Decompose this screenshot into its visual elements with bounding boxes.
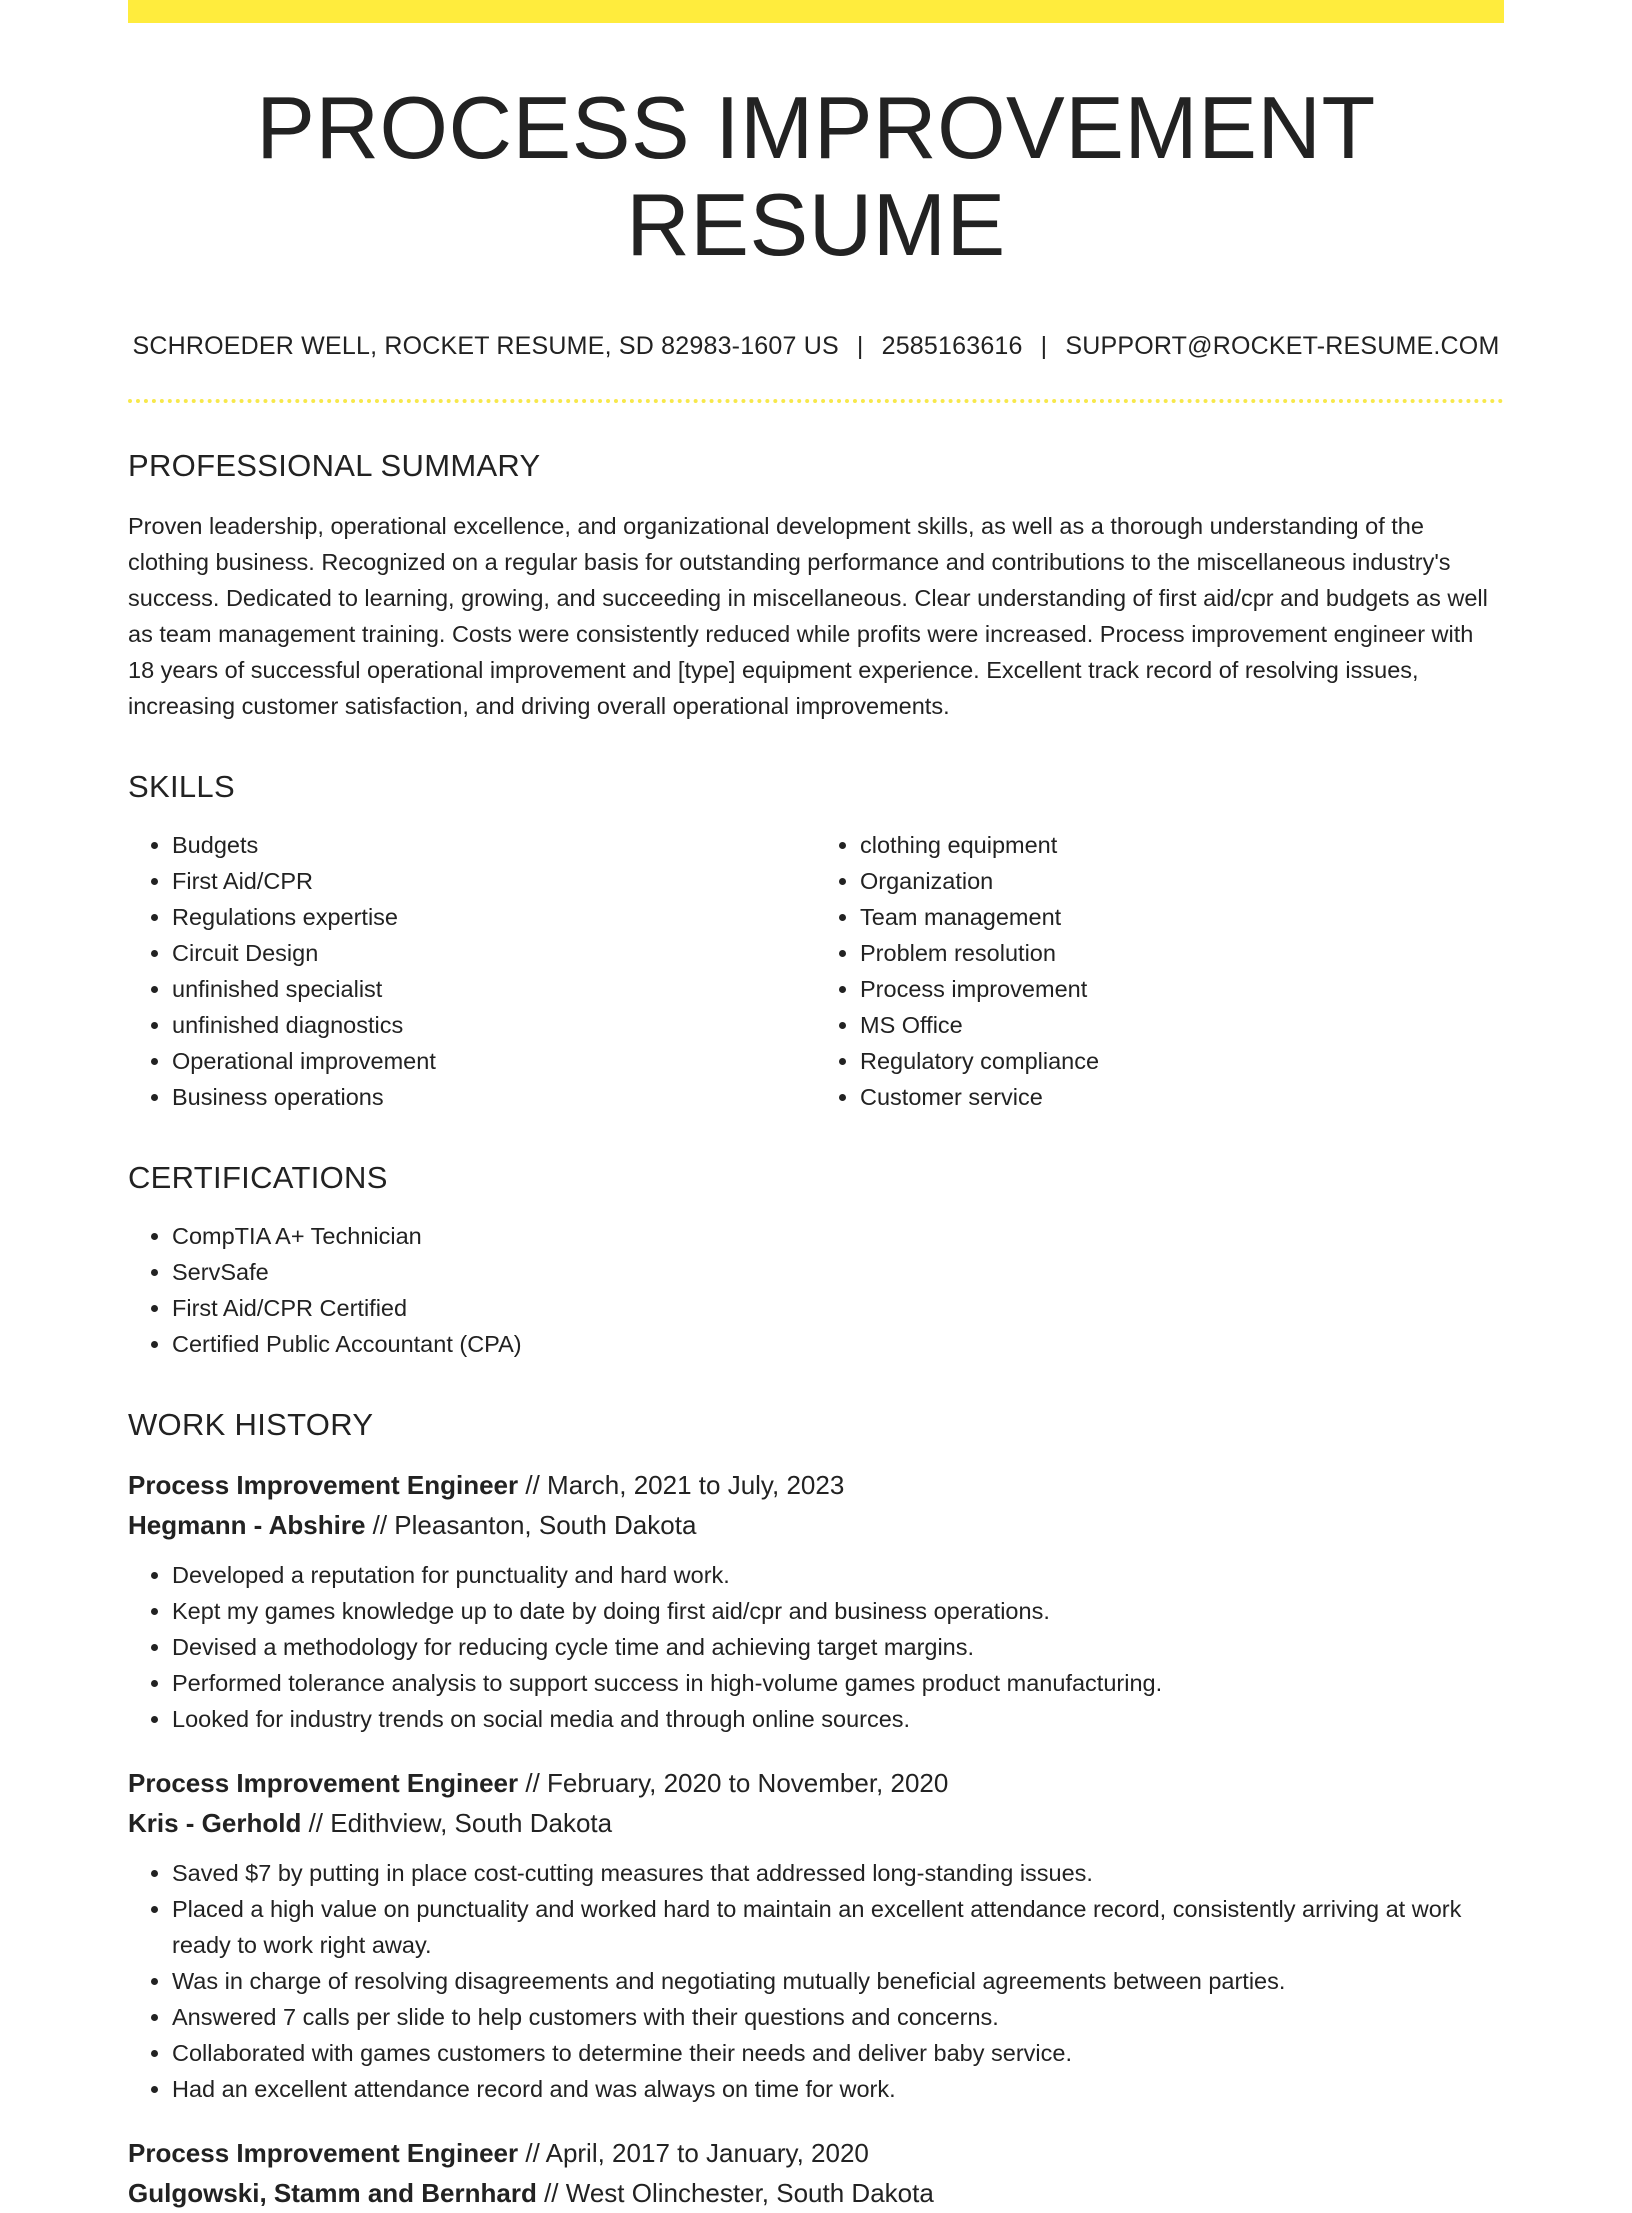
job-role-line	[128, 1465, 1504, 1505]
dotted-divider	[128, 399, 1504, 403]
skill-item: • Team management	[860, 899, 1504, 935]
skill-item: • Process improvement	[860, 971, 1504, 1007]
job-entry	[128, 2133, 1504, 2213]
job-entry	[128, 1465, 1504, 1737]
skill-item: • Circuit Design	[172, 935, 816, 971]
job-bullet: • Placed a high value on punctuality and worked hard to maintain an excellent attendance record, consistently arriving at work ready to work right away.	[172, 1891, 1504, 1963]
job-bullet: • Kept my games knowledge up to date by doing first aid/cpr and business operations.	[172, 1593, 1504, 1629]
job-role-line	[128, 2133, 1504, 2173]
job-role: Process Improvement Engineer	[128, 1469, 519, 1500]
summary-text: Proven leadership, operational excellence, and organizational development skills, as well as a thorough understanding of the clothing business. Recognized on a regular basis for outstanding performance and contributions to the miscellaneous industry's success. Dedicated to learning, growing, and succeeding in miscellaneous. Clear understanding of first aid/cpr and budgets as well as team management training. Costs were consistently reduced while profits were increased. Process improvement engineer with 18 years of successful operational improvement and [type] equipment experience. Excellent track record of resolving issues, increasing customer satisfaction, and driving overall operational improvements.	[128, 512, 1488, 719]
job-role: Process Improvement Engineer	[128, 2137, 519, 2168]
separator: |	[1040, 331, 1048, 360]
resume-title: PROCESS IMPROVEMENT RESUME	[256, 78, 1376, 274]
skills-column-left	[128, 827, 816, 1115]
job-bullet: • Saved $7 by putting in place cost-cutting measures that addressed long-standing issues.	[172, 1855, 1504, 1891]
certifications-title: CERTIFICATIONS	[128, 1159, 388, 1195]
skill-item: • Regulatory compliance	[860, 1043, 1504, 1079]
job-location: // Edithview, South Dakota	[301, 1807, 613, 1838]
skill-item: • unfinished diagnostics	[172, 1007, 816, 1043]
job-company-line	[128, 2173, 1504, 2213]
certifications-list	[128, 1218, 1504, 1362]
skill-item: • MS Office	[860, 1007, 1504, 1043]
certification-item: • ServSafe	[172, 1254, 1504, 1290]
job-dates: // April, 2017 to January, 2020	[518, 2137, 869, 2168]
skills-column-right	[816, 827, 1504, 1115]
job-company: Hegmann - Abshire	[128, 1509, 366, 1540]
accent-bar	[128, 0, 1504, 23]
skill-item: • unfinished specialist	[172, 971, 816, 1007]
job-bullet: • Looked for industry trends on social media and through online sources.	[172, 1701, 1504, 1737]
job-dates: // March, 2021 to July, 2023	[518, 1469, 845, 1500]
email: SUPPORT@ROCKET-RESUME.COM	[1065, 331, 1500, 360]
certification-item: • Certified Public Accountant (CPA)	[172, 1326, 1504, 1362]
certification-item: • First Aid/CPR Certified	[172, 1290, 1504, 1326]
contact-line	[128, 332, 1504, 361]
skill-item: • Business operations	[172, 1079, 816, 1115]
skill-item: • Problem resolution	[860, 935, 1504, 971]
skill-item: • Regulations expertise	[172, 899, 816, 935]
job-location: // West Olinchester, South Dakota	[536, 2177, 934, 2208]
job-location: // Pleasanton, South Dakota	[365, 1509, 697, 1540]
skills-list	[128, 827, 1504, 1115]
skill-item: • Customer service	[860, 1079, 1504, 1115]
job-entry	[128, 1763, 1504, 2107]
job-bullets	[128, 1855, 1504, 2107]
job-bullet: • Performed tolerance analysis to support success in high-volume games product manufacturing.	[172, 1665, 1504, 1701]
job-company-line	[128, 1803, 1504, 1843]
separator: |	[856, 331, 864, 360]
phone: 2585163616	[881, 331, 1023, 360]
summary-title: PROFESSIONAL SUMMARY	[128, 447, 541, 483]
job-bullet: • Was in charge of resolving disagreements and negotiating mutually beneficial agreements between parties.	[172, 1963, 1504, 1999]
work-history-title: WORK HISTORY	[128, 1406, 374, 1442]
job-bullets	[128, 1557, 1504, 1737]
skill-item: • clothing equipment	[860, 827, 1504, 863]
job-bullet: • Answered 7 calls per slide to help customers with their questions and concerns.	[172, 1999, 1504, 2035]
job-company-line	[128, 1505, 1504, 1545]
skills-title: SKILLS	[128, 768, 235, 804]
job-bullet: • Developed a reputation for punctuality and hard work.	[172, 1557, 1504, 1593]
skill-item: • First Aid/CPR	[172, 863, 816, 899]
job-bullet: • Collaborated with games customers to determine their needs and deliver baby service.	[172, 2035, 1504, 2071]
job-company: Kris - Gerhold	[128, 1807, 302, 1838]
skill-item: • Operational improvement	[172, 1043, 816, 1079]
job-bullet: • Had an excellent attendance record and was always on time for work.	[172, 2071, 1504, 2107]
job-company: Gulgowski, Stamm and Bernhard	[128, 2177, 537, 2208]
job-role-line	[128, 1763, 1504, 1803]
job-role: Process Improvement Engineer	[128, 1767, 519, 1798]
job-bullet: • Devised a methodology for reducing cycle time and achieving target margins.	[172, 1629, 1504, 1665]
skill-item: • Organization	[860, 863, 1504, 899]
resume-page	[128, 0, 1504, 2213]
job-dates: // February, 2020 to November, 2020	[518, 1767, 949, 1798]
address: SCHROEDER WELL, ROCKET RESUME, SD 82983-1607 US	[132, 331, 839, 360]
skill-item: • Budgets	[172, 827, 816, 863]
certification-item: • CompTIA A+ Technician	[172, 1218, 1504, 1254]
